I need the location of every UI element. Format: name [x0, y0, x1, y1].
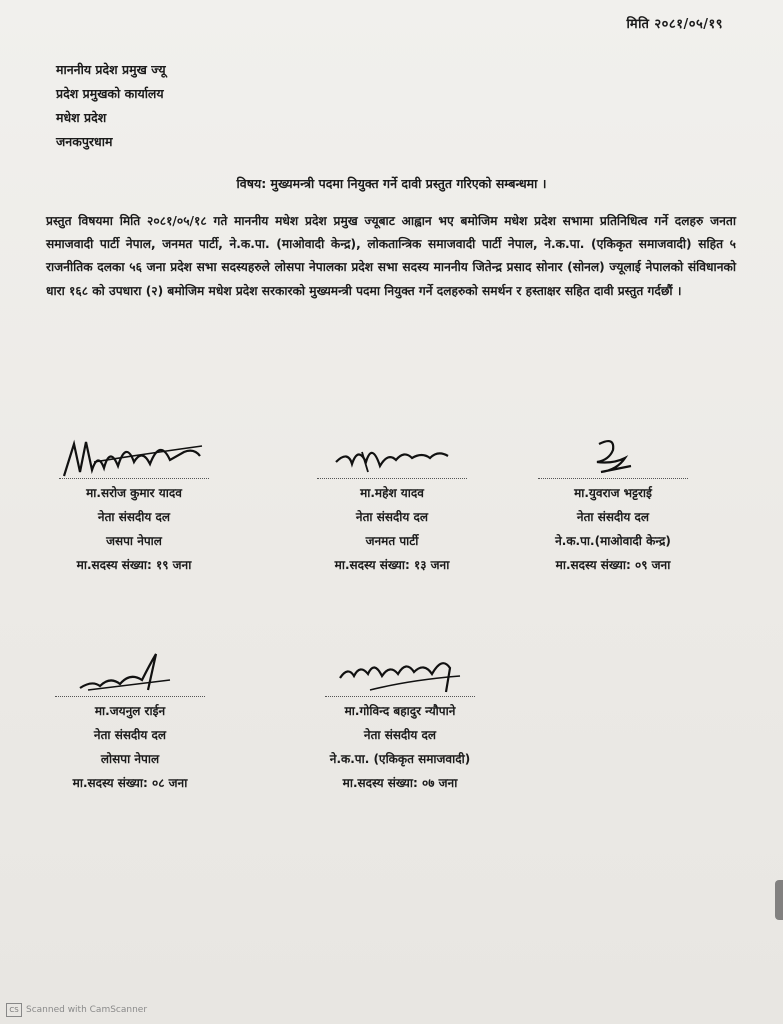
handwritten-signature [34, 432, 234, 478]
letter-date: मिति २०८१/०५/१९ [626, 17, 723, 32]
signatory-role: नेता संसदीय दल [355, 510, 429, 524]
signatory-role: नेता संसदीय दल [93, 728, 167, 742]
scanner-watermark [6, 1003, 147, 1017]
signatory-name: मा.युवराज भट्टराई [574, 486, 652, 500]
signatory-name: मा.महेश यादव [360, 486, 424, 500]
scan-edge-shadow [775, 880, 783, 920]
address-line: मधेश प्रदेश [56, 110, 107, 125]
address-line: प्रदेश प्रमुखको कार्यालय [56, 86, 164, 101]
signatory-party: ने.क.पा. (एकिकृत समाजवादी) [329, 752, 471, 766]
signatory-block [513, 432, 713, 577]
signatory-role: नेता संसदीय दल [363, 728, 437, 742]
address-line: जनकपुरधाम [56, 134, 113, 149]
handwritten-signature [300, 650, 500, 696]
signatory-members: मा.सदस्य संख्या: १३ जना [334, 558, 450, 572]
camscanner-icon: CS [6, 1003, 22, 1017]
watermark-text: Scanned with CamScanner [26, 1005, 148, 1015]
signatory-members: मा.सदस्य संख्या: ०८ जना [72, 776, 188, 790]
handwritten-signature [292, 432, 492, 478]
signatory-block [292, 432, 492, 577]
signatory-name: मा.गोविन्द बहादुर न्यौपाने [344, 704, 456, 718]
signatory-party: लोसपा नेपाल [100, 752, 160, 766]
signatory-block [30, 650, 230, 795]
handwritten-signature [513, 432, 713, 478]
signatory-party: जनमत पार्टी [365, 534, 419, 548]
signatory-role: नेता संसदीय दल [97, 510, 171, 524]
signatory-members: मा.सदस्य संख्या: ०७ जना [342, 776, 458, 790]
handwritten-signature [30, 650, 230, 696]
signatory-role: नेता संसदीय दल [576, 510, 650, 524]
letter-subject: विषय: मुख्यमन्त्री पदमा नियुक्त गर्ने दावी प्रस्तुत गरिएको सम्बन्धमा । [236, 176, 547, 191]
signatory-members: मा.सदस्य संख्या: ०९ जना [555, 558, 671, 572]
address-line: माननीय प्रदेश प्रमुख ज्यू [56, 62, 166, 77]
signatory-name: मा.सरोज कुमार यादव [86, 486, 182, 500]
signatory-party: जसपा नेपाल [106, 534, 162, 548]
signatory-block [34, 432, 234, 577]
signatory-members: मा.सदस्य संख्या: १९ जना [76, 558, 192, 572]
signatory-party: ने.क.पा.(माओवादी केन्द्र) [555, 534, 671, 548]
letter-body: प्रस्तुत विषयमा मिति २०८१/०५/१८ गते माननीय मधेश प्रदेश प्रमुख ज्यूबाट आह्वान भए बमोजिम मधेश प्रदेश सभामा प्रतिनिधित्व गर्ने दलहरु जनता समाजवादी पार्टी नेपाल, जनमत पार्टी, ने.क.पा. (माओवादी केन्द्र), लोकतान्त्रिक समाजवादी पार्टी नेपाल, ने.क.पा. (एकिकृत समाजवादी) सहित ५ राजनीतिक दलका ५६ जना प्रदेश सभा सदस्यहरुले लोसपा नेपालका प्रदेश सभा सदस्य माननीय जितेन्द्र प्रसाद सोनार (सोनल) ज्यूलाई नेपालको संविधानको धारा १६८ को उपधारा (२) बमोजिम मधेश प्रदेश सरकारको मुख्यमन्त्री पदमा नियुक्त गर्ने दलहरुको समर्थन र हस्ताक्षर सहित दावी प्रस्तुत गर्दछौं । [46, 214, 736, 298]
recipient-address [56, 58, 166, 154]
signatory-block [300, 650, 500, 795]
signatory-name: मा.जयनुल राईन [94, 704, 166, 718]
